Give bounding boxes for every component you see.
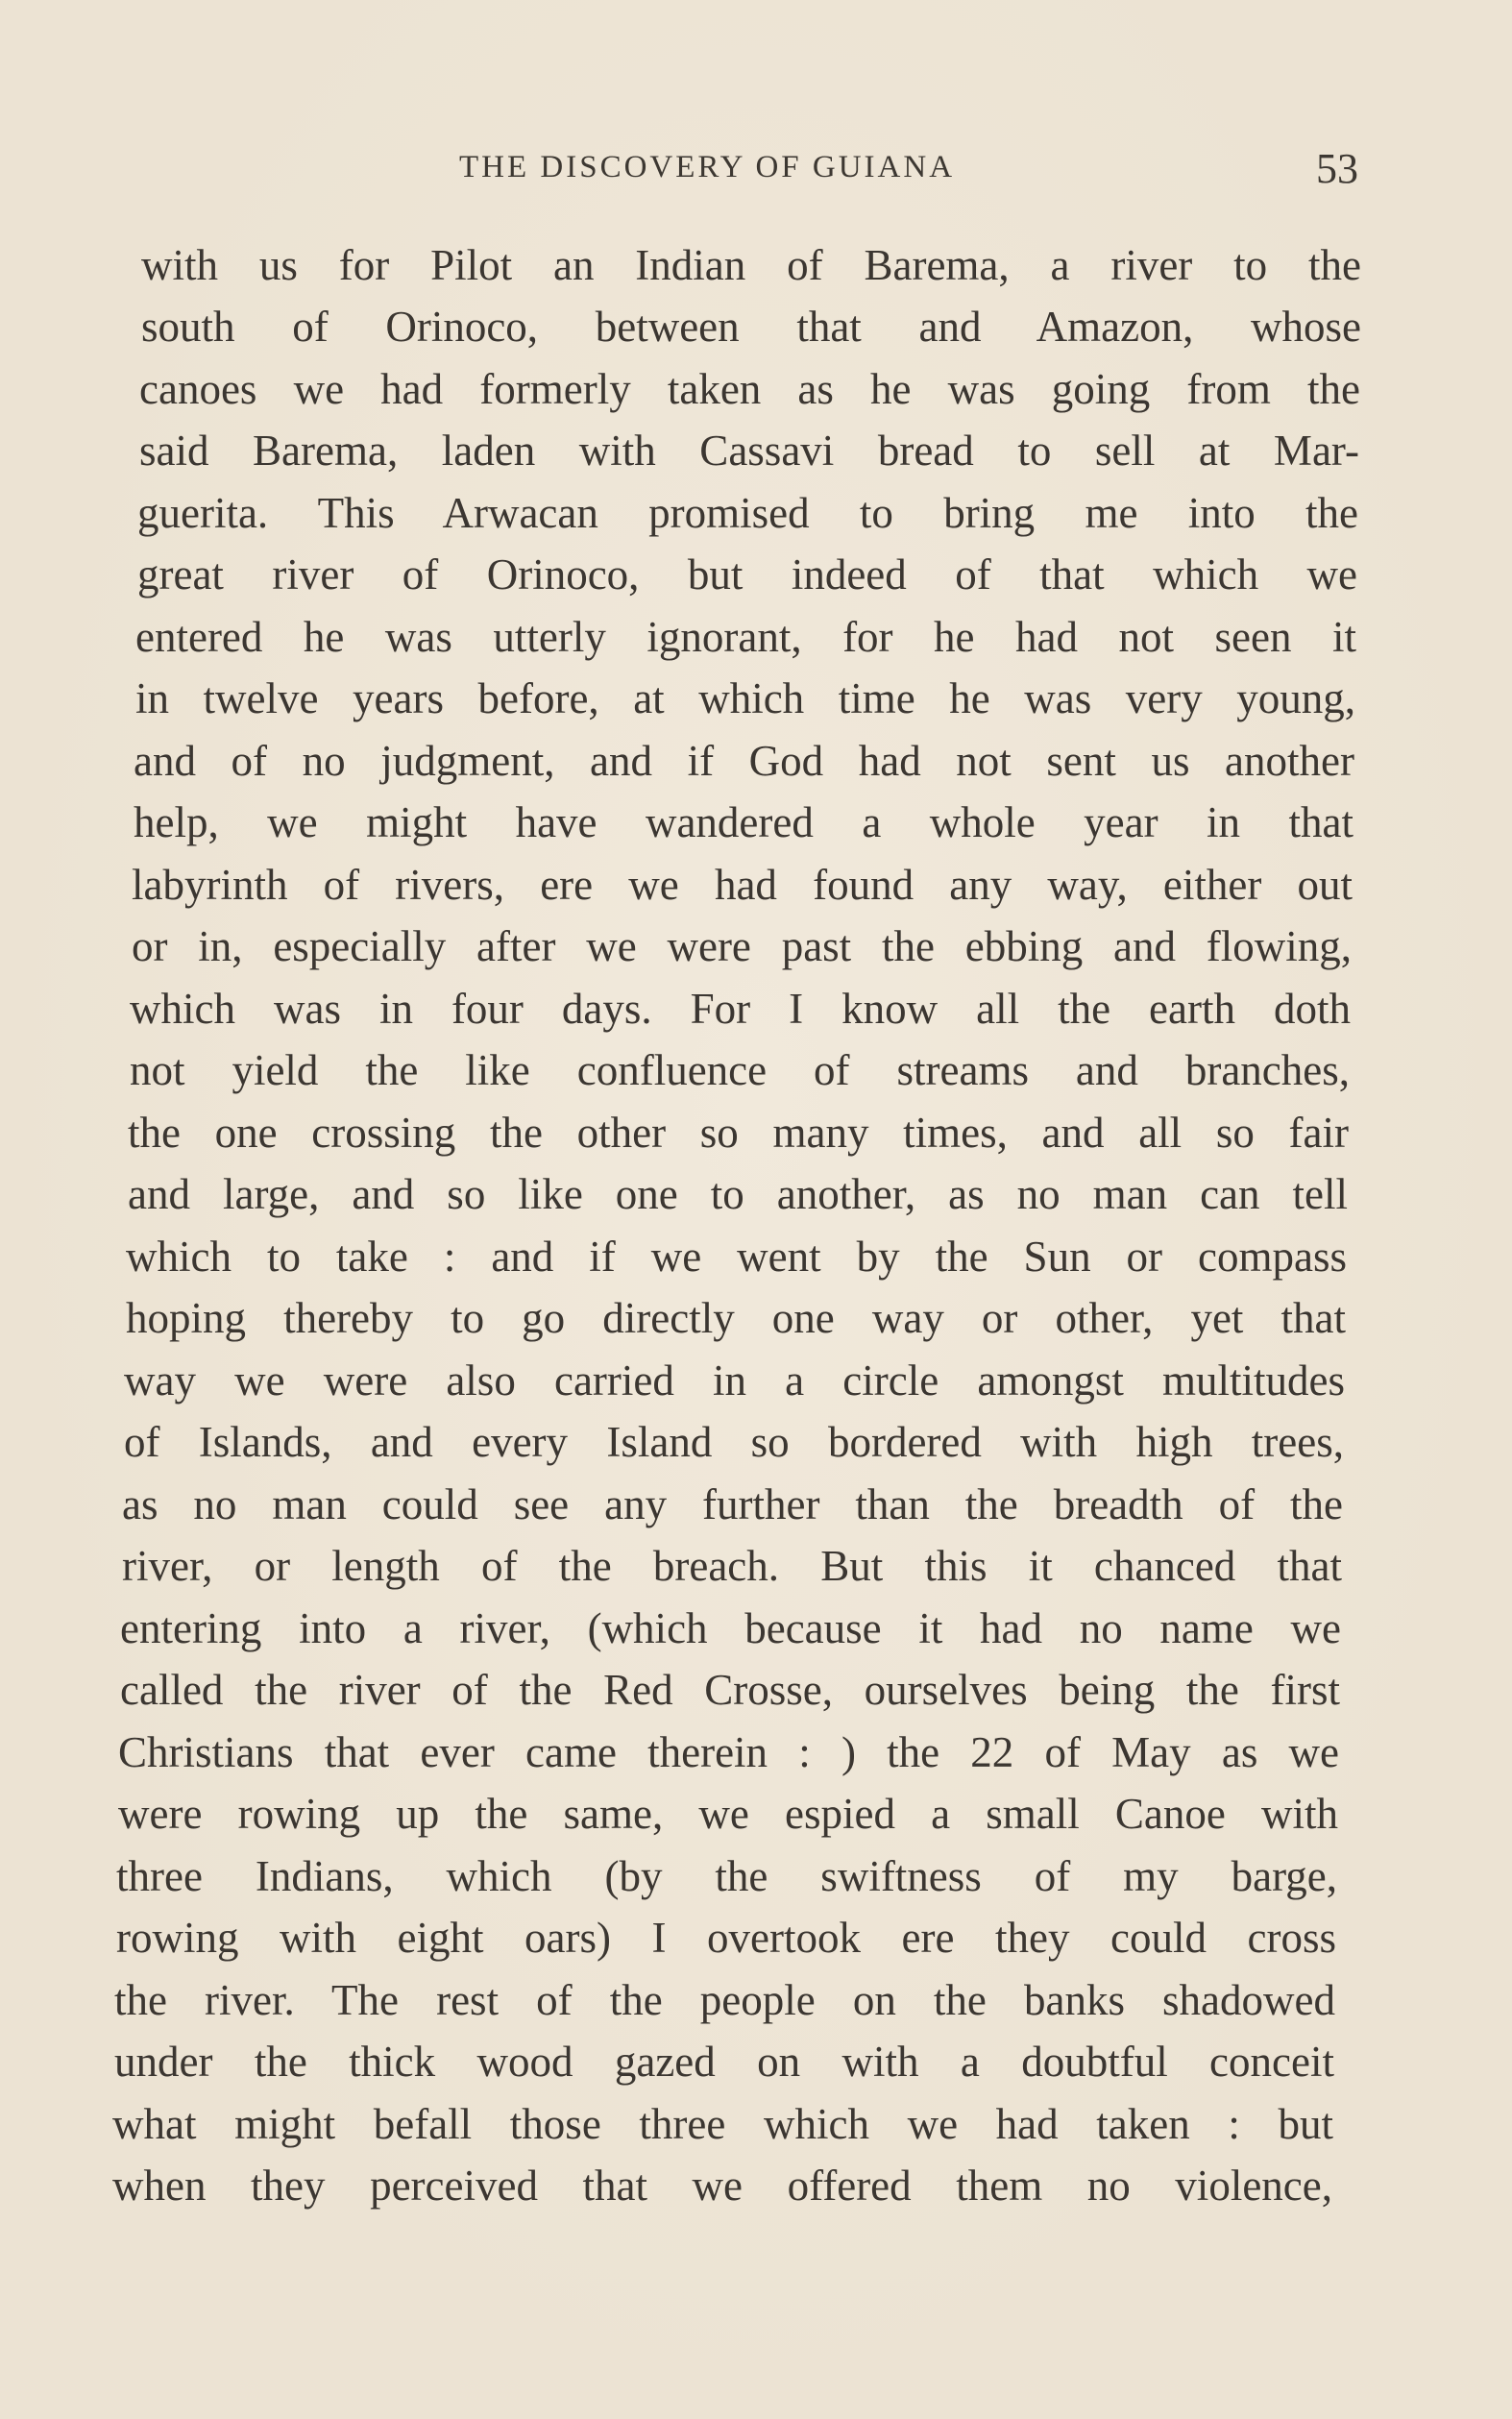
text-line: were rowing up the same, we espied a small Canoe with (118, 1790, 1338, 1838)
text-line: hoping thereby to go directly one way or other, yet that (126, 1294, 1346, 1342)
text-line: three Indians, which (by the swiftness of my barge, (116, 1852, 1337, 1900)
text-line: and of no judgment, and if God had not sent us another (134, 737, 1354, 785)
running-head (0, 144, 1512, 192)
text-line: labyrinth of rivers, ere we had found any way, either out (132, 861, 1353, 909)
text-line: rowing with eight oars) I overtook ere they could cross (116, 1914, 1336, 1962)
text-line: of Islands, and every Island so bordered with high trees, (124, 1418, 1344, 1466)
running-title: THE DISCOVERY OF GUIANA (459, 150, 956, 184)
text-line: which to take : and if we went by the Sun or compass (126, 1233, 1347, 1281)
text-line: river, or length of the breach. But this it chanced that (122, 1542, 1342, 1590)
text-line: help, we might have wandered a whole year in that (134, 798, 1353, 846)
text-line: canoes we had formerly taken as he was going from the (139, 365, 1360, 413)
text-line: as no man could see any further than the breadth of the (122, 1480, 1343, 1528)
text-line: when they perceived that we offered them no violence, (112, 2162, 1332, 2210)
text-line: guerita. This Arwacan promised to bring me into the (137, 489, 1358, 537)
text-line: or in, especially after we were past the ebbing and flowing, (132, 922, 1352, 970)
text-line: not yield the like confluence of streams and branches, (130, 1046, 1350, 1094)
text-line: entered he was utterly ignorant, for he had not seen it (135, 613, 1356, 661)
page-number: 53 (1316, 145, 1358, 192)
text-line: under the thick wood gazed on with a doubtful conceit (114, 2038, 1334, 2086)
text-line: which was in four days. For I know all the earth doth (130, 985, 1351, 1033)
text-line: what might befall those three which we had taken : but (112, 2100, 1333, 2148)
text-line: south of Orinoco, between that and Amazon, whose (141, 303, 1361, 351)
body-text (0, 234, 1512, 2213)
text-line: entering into a river, (which because it had no name we (120, 1604, 1341, 1652)
text-line: the river. The rest of the people on the banks shadowed (114, 1976, 1335, 2024)
text-line: called the river of the Red Crosse, ourselves being the first (120, 1666, 1340, 1714)
text-line: in twelve years before, at which time he was very young, (135, 674, 1355, 722)
text-line: the one crossing the other so many times, and all so fair (128, 1109, 1349, 1157)
text-line: with us for Pilot an Indian of Barema, a river to the (141, 241, 1361, 289)
text-line: way we were also carried in a circle amongst multitudes (124, 1356, 1345, 1405)
text-line: and large, and so like one to another, as no man can tell (128, 1170, 1348, 1218)
text-line: Christians that ever came therein : ) the 22 of May as we (118, 1728, 1339, 1776)
text-line: said Barema, laden with Cassavi bread to sell at Mar- (139, 427, 1359, 475)
text-line: great river of Orinoco, but indeed of that which we (137, 550, 1357, 599)
